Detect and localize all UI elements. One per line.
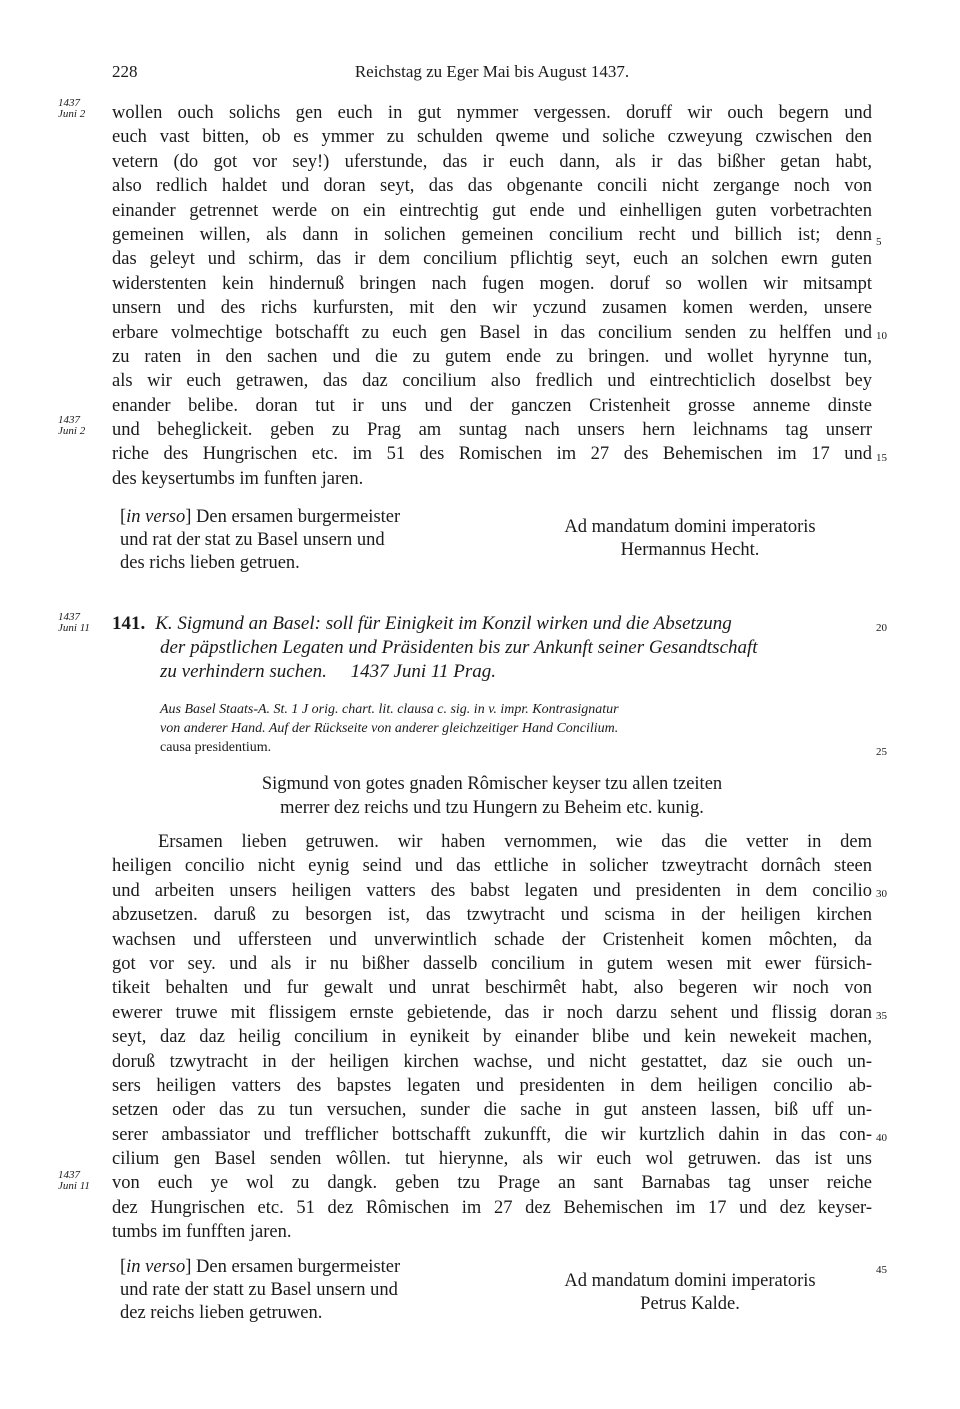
text-line: einander getrennet werde on ein eintrechtig gut ende und einhelligen guten vorbetrachten: [112, 200, 872, 221]
text-line: als wir euch getrawen, das daz concilium also fredlich und eintrechticlich doselbst bey: [112, 371, 872, 392]
page-header: [112, 62, 872, 86]
source-line: causa presidentium.: [160, 740, 272, 755]
address-verso: [120, 506, 500, 575]
in-verso-label: in verso: [126, 507, 186, 527]
line-number: 5: [876, 236, 882, 248]
line-number: 35: [876, 1010, 887, 1022]
text-line: doruß tzwytracht in der heiligen kirchen wachse, und nicht gestattet, daz sie ouch un-: [112, 1051, 872, 1072]
text-line: Ersamen lieben getruwen. wir haben vernommen, wie das die vetter in dem: [158, 832, 872, 852]
line-number: 10: [876, 330, 887, 342]
text-line: vetern (do got vor sey!) uferstunde, das ir euch dann, als ir das bißher getan habt,: [112, 151, 872, 172]
text-line: widerstenten kein hindernuß bringen nach fugen mogen. doruf so wollen wir mitsampt: [112, 273, 872, 294]
margin-date: [58, 415, 112, 437]
text-line: got vor sey. und als ir nu bißher dasselb concilium in gutem wesen mit ewer fürsich-: [112, 953, 872, 974]
source-note: [160, 700, 872, 757]
text-line: erbare volmechtige botschafft zu euch gen Basel in das concilium senden zu helffen und: [112, 322, 872, 343]
text-line: riche des Hungrischen etc. im 51 des Romischen im 27 des Behemischen im 17 und: [112, 444, 872, 465]
text-line: enander belibe. doran tut ir uns und der ganczen Cristenheit grosse anneme dinste: [112, 395, 872, 416]
margin-day: Juni 11: [58, 1180, 90, 1192]
line-number: 30: [876, 888, 887, 900]
margin-year: 1437: [58, 611, 80, 623]
source-line: Aus Basel Staats-A. St. 1 J orig. chart. lit. clausa c. sig. in v. impr. Kontrasignatur: [160, 702, 619, 717]
text-line: wachsen und uffersteen und unverwintlich schade der Cristenheit komen môchten, da: [112, 929, 872, 950]
text-line: sers heiligen vatters des bapstes legaten und presidenten in dem heiligen concilio ab-: [112, 1075, 872, 1096]
countersign-line: Ad mandatum domini imperatoris: [564, 517, 816, 537]
address-verso: [120, 1256, 500, 1325]
running-title: Reichstag zu Eger Mai bis August 1437.: [354, 62, 630, 81]
line-number: 25: [876, 746, 887, 758]
text-line: des keysertumbs im funften jaren.: [112, 468, 364, 489]
text-line: heiligen concilio nicht eynig seind und das ettliche in solicher tzweytracht dornâch steen: [112, 856, 872, 877]
address-text: und rate der statt zu Basel unsern und: [120, 1280, 398, 1300]
letter-body: [112, 101, 872, 491]
intitulatio-line: merrer dez reichs und tzu Hungern zu Beheim etc. kunig.: [280, 798, 704, 818]
text-line: ewerer truwe mit flissigem ernste gebietende, das ir noch darzu sehent und flissig doran: [112, 1002, 872, 1023]
margin-day: Juni 2: [58, 108, 86, 120]
text-line: dez Hungrischen etc. 51 dez Rômischen im 27 dez Behemischen im 17 und dez keyser-: [112, 1197, 872, 1218]
text-line: setzen oder das zu tun versuchen, sunder die sache in gut ansteen lassen, biß uff un-: [112, 1100, 872, 1121]
margin-day: Juni 11: [58, 622, 90, 634]
text-line: abzusetzen. daruß zu besorgen ist, das tzwytracht und scisma in der heiligen kirchen: [112, 905, 872, 926]
text-line: von euch ye wol zu dangk. geben tzu Prage an sant Barnabas tag unser reiche: [112, 1173, 872, 1194]
margin-year: 1437: [58, 97, 80, 109]
address-text: und rat der stat zu Basel unsern und: [120, 530, 385, 550]
countersign-name: Petrus Kalde.: [640, 1294, 740, 1314]
margin-date: [58, 612, 112, 634]
address-text: ] Den ersamen burgermeister: [185, 507, 401, 527]
text-line: zu raten in den sachen und die zu gutem ende zu bringen. und wollet hyrynne tun,: [112, 346, 872, 367]
text-line: seyt, daz daz heilig concilium in eynikeit by einander blibe und kein newekeit machen,: [112, 1027, 872, 1048]
margin-date: [58, 1170, 112, 1192]
line-number: 45: [876, 1264, 887, 1276]
document-heading: [112, 612, 872, 684]
text-line: serer ambassiator und trefflicher bottschafft zukunfft, die wir kurtzlich dahin in das con-: [112, 1124, 872, 1145]
margin-year: 1437: [58, 414, 80, 426]
document-title: zu verhindern suchen. 1437 Juni 11 Prag.: [160, 661, 496, 682]
text-line: das geleyt und schirm, das ir dem concilium pflichtig seyt, euch an solchen ewrn guten: [112, 249, 872, 270]
countersignature: [520, 1270, 860, 1316]
text-line: gemeinen willen, als dann in solichen gemeinen concilium recht und billich ist; denn: [112, 224, 872, 245]
address-text: dez reichs lieben getruwen.: [120, 1303, 323, 1323]
line-number: 40: [876, 1132, 887, 1144]
address-text: des richs lieben getruen.: [120, 553, 300, 573]
margin-date: [58, 98, 112, 120]
intitulatio-line: Sigmund von gotes gnaden Rômischer keyser tzu allen tzeiten: [261, 774, 723, 794]
margin-year: 1437: [58, 1169, 80, 1181]
margin-day: Juni 2: [58, 425, 86, 437]
text-line: unsern und des richs kurfursten, mit den wir yczund zusamen komen werden, unsere: [112, 298, 872, 319]
text-line: also redlich haldet und doran seyt, das das obgenante concili nicht zergange noch von: [112, 176, 872, 197]
page-number: 228: [112, 62, 138, 81]
line-number: 15: [876, 452, 887, 464]
bracket: [: [120, 1257, 127, 1277]
text-line: tumbs im funfften jaren.: [112, 1222, 292, 1243]
document-number: 141.: [112, 613, 146, 634]
document-title: K. Sigmund an Basel: soll für Einigkeit im Konzil wirken und die Absetzung: [155, 613, 732, 634]
text-line: tikeit behalten und fur gewalt und unrat beschirmêt habt, also begeren wir noch von: [112, 978, 872, 999]
letter-body: [112, 830, 872, 1245]
in-verso-label: in verso: [126, 1257, 186, 1277]
address-text: ] Den ersamen burgermeister: [185, 1257, 401, 1277]
text-line: und beheglickeit. geben zu Prag am suntag nach unsers hern leichnams tag unserr: [112, 420, 872, 441]
text-line: cilium gen Basel senden wôllen. tut hierynne, als wir euch wol getruwen. das ist uns: [112, 1149, 872, 1170]
source-line: von anderer Hand. Auf der Rückseite von anderer gleichzeitiger Hand Concilium.: [160, 721, 619, 736]
line-number: 20: [876, 622, 887, 634]
countersign-name: Hermannus Hecht.: [620, 540, 760, 560]
intitulatio: [112, 772, 872, 820]
countersign-line: Ad mandatum domini imperatoris: [564, 1271, 816, 1291]
countersignature: [520, 516, 860, 562]
text-line: wollen ouch solichs gen euch in gut nymmer vergessen. doruff wir ouch begern und: [112, 103, 872, 123]
text-line: euch vast bitten, ob es ymmer zu schulden qweme und soliche czweyung czwischen den: [112, 127, 872, 148]
bracket: [: [120, 507, 127, 527]
text-line: und arbeiten unsers heiligen vatters des babst legaten und presidenten in dem concilio: [112, 880, 872, 901]
document-title: der päpstlichen Legaten und Präsidenten bis zur Ankunft seiner Gesandtschaft: [160, 637, 758, 658]
